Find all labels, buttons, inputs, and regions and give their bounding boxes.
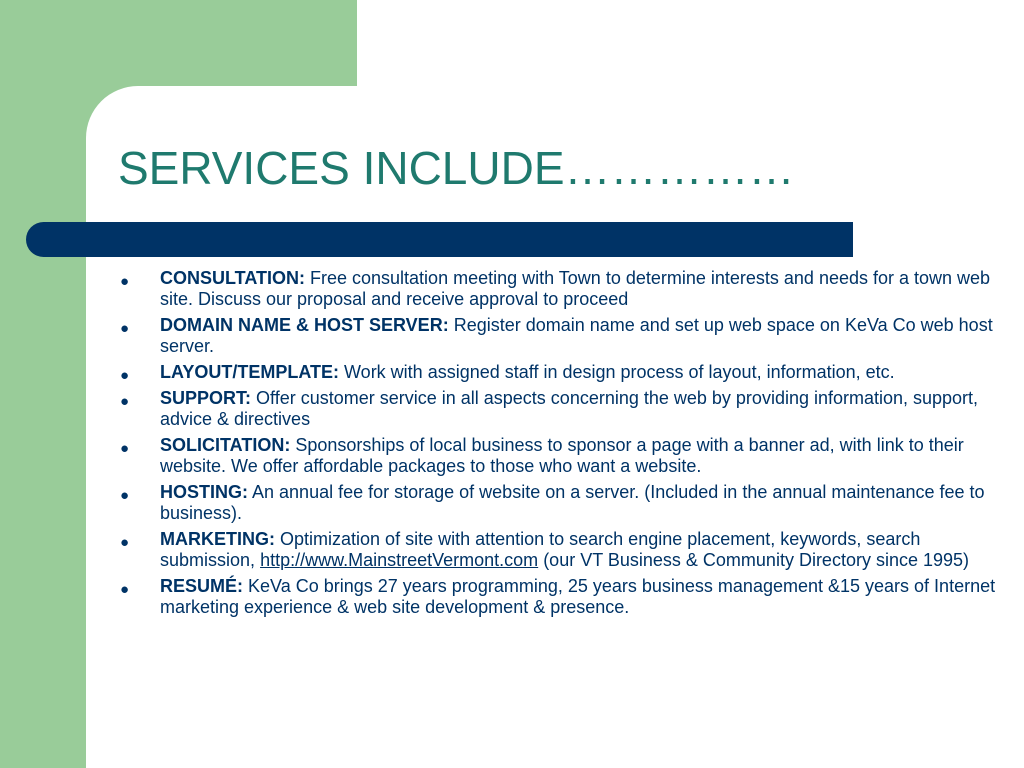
bullet-dot-icon: ● bbox=[120, 320, 130, 337]
bullet-text: Optimization of site with attention to search engine placement, keywords, search submission, bbox=[160, 529, 921, 570]
bullet-domain-name-host-server bbox=[120, 315, 1015, 357]
bullet-heading: SUPPORT: bbox=[160, 388, 252, 408]
bullet-support bbox=[120, 388, 1015, 430]
bullet-text: Register domain name and set up web space on KeVa Co web host server. bbox=[160, 315, 993, 356]
mainstreet-vermont-link[interactable]: http://www.MainstreetVermont.com bbox=[260, 550, 539, 570]
title-underline-bar bbox=[26, 222, 853, 257]
bullet-hosting bbox=[120, 482, 1015, 524]
bullet-heading: LAYOUT/TEMPLATE: bbox=[160, 362, 339, 382]
bullet-dot-icon: ● bbox=[120, 273, 130, 290]
bullet-heading: SOLICITATION: bbox=[160, 435, 291, 455]
bullet-solicitation bbox=[120, 435, 1015, 477]
bullet-resume bbox=[120, 576, 1015, 618]
bullet-dot-icon: ● bbox=[120, 393, 130, 410]
bullet-text: Sponsorships of local business to sponsor a page with a banner ad, with link to their website. We offer affordable packages to those who want a website. bbox=[160, 435, 964, 476]
bullet-text: KeVa Co brings 27 years programming, 25 years business management &15 years of Internet marketing experience & web site development & presence. bbox=[160, 576, 996, 617]
bullet-text: Free consultation meeting with Town to determine interests and needs for a town web site. Discuss our proposal and receive approval to proceed bbox=[160, 268, 991, 309]
bullet-consultation bbox=[120, 268, 1015, 310]
bullet-text: Offer customer service in all aspects concerning the web by providing information, support, advice & directives bbox=[160, 388, 979, 429]
bullet-heading: RESUMÉ: bbox=[160, 576, 244, 596]
bullet-dot-icon: ● bbox=[120, 534, 130, 551]
bullet-heading: DOMAIN NAME & HOST SERVER: bbox=[160, 315, 449, 335]
bullet-heading: MARKETING: bbox=[160, 529, 275, 549]
bullet-text-after-link: (our VT Business & Community Directory since 1995) bbox=[543, 550, 970, 570]
bullet-dot-icon: ● bbox=[120, 581, 130, 598]
slide-title: SERVICES INCLUDE…………… bbox=[118, 142, 795, 194]
bullet-text: An annual fee for storage of website on a server. (Included in the annual maintenance fee to business). bbox=[160, 482, 985, 523]
bullet-heading: HOSTING: bbox=[160, 482, 248, 502]
bullet-heading: CONSULTATION: bbox=[160, 268, 305, 288]
bullet-dot-icon: ● bbox=[120, 487, 130, 504]
bullet-layout-template bbox=[120, 362, 1015, 383]
services-list bbox=[120, 268, 1015, 623]
bullet-dot-icon: ● bbox=[120, 440, 130, 457]
bullet-dot-icon: ● bbox=[120, 367, 130, 384]
bullet-text: Work with assigned staff in design process of layout, information, etc. bbox=[344, 362, 895, 382]
bullet-marketing bbox=[120, 529, 1015, 571]
